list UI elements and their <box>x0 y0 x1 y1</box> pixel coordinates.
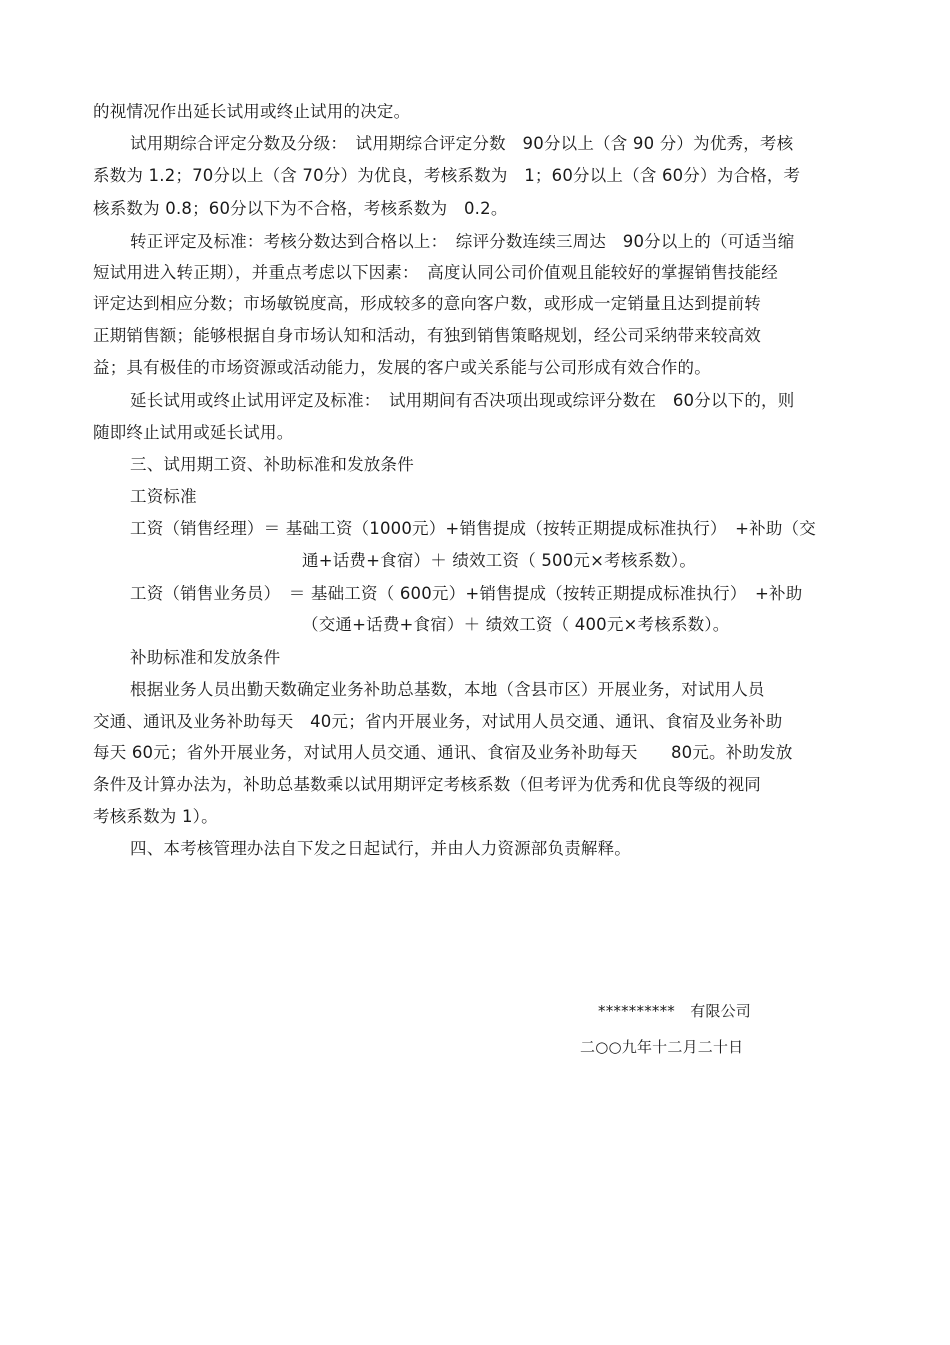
subsection-heading: 补助标准和发放条件 <box>130 648 281 667</box>
signature-date: 二○○九年十二月二十日 <box>580 1038 744 1056</box>
text-line: 评定达到相应分数；市场敏锐度高，形成较多的意向客户数，或形成一定销量且达到提前转 <box>93 294 761 313</box>
formula-line: 工资（销售业务员） ＝ 基础工资（ 600元）+销售提成（按转正期提成标准执行） +补助 <box>130 584 803 603</box>
text-line: 转正评定及标准：考核分数达到合格以上： 综评分数连续三周达 90分以上的（可适当缩 <box>130 232 795 251</box>
text-line: 交通、通讯及业务补助每天 40元；省内开展业务，对试用人员交通、通讯、食宿及业务补助 <box>93 712 783 731</box>
subsection-heading: 工资标准 <box>130 487 197 506</box>
text-line: 每天 60元；省外开展业务，对试用人员交通、通讯、食宿及业务补助每天 80元。补助发放 <box>93 743 793 762</box>
formula-line: （交通+话费+食宿）＋ 绩效工资（ 400元×考核系数）。 <box>302 615 730 634</box>
text-line: 随即终止试用或延长试用。 <box>93 423 294 442</box>
formula-line: 通+话费+食宿）＋ 绩效工资（ 500元×考核系数）。 <box>302 551 697 570</box>
formula-line: 工资（销售经理）＝ 基础工资（1000元）+销售提成（按转正期提成标准执行） +补助（交 <box>130 519 816 538</box>
text-line: 根据业务人员出勤天数确定业务补助总基数，本地（含县市区）开展业务，对试用人员 <box>130 680 765 699</box>
text-line: 系数为 1.2；70分以上（含 70分）为优良，考核系数为 1；60分以上（含 60分）为合格，考 <box>93 166 801 185</box>
signature-company: ********** 有限公司 <box>598 1002 752 1020</box>
text-line: 试用期综合评定分数及分级： 试用期综合评定分数 90分以上（含 90 分）为优秀，考核 <box>130 134 794 153</box>
text-line: 条件及计算办法为，补助总基数乘以试用期评定考核系数（但考评为优秀和优良等级的视同 <box>93 775 761 794</box>
text-line: 益；具有极佳的市场资源或活动能力，发展的客户或关系能与公司形成有效合作的。 <box>93 358 711 377</box>
text-line: 考核系数为 1）。 <box>93 807 218 826</box>
text-line: 正期销售额；能够根据自身市场认知和活动，有独到销售策略规划，经公司采纳带来较高效 <box>93 326 761 345</box>
text-line: 短试用进入转正期），并重点考虑以下因素： 高度认同公司价值观且能较好的掌握销售技能经 <box>93 263 778 282</box>
section-heading: 四、本考核管理办法自下发之日起试行，并由人力资源部负责解释。 <box>130 839 631 858</box>
text-line: 延长试用或终止试用评定及标准： 试用期间有否决项出现或综评分数在 60分以下的，则 <box>130 391 795 410</box>
text-line: 的视情况作出延长试用或终止试用的决定。 <box>93 102 411 121</box>
text-line: 核系数为 0.8；60分以下为不合格，考核系数为 0.2。 <box>93 199 508 218</box>
section-heading: 三、试用期工资、补助标准和发放条件 <box>130 455 414 474</box>
